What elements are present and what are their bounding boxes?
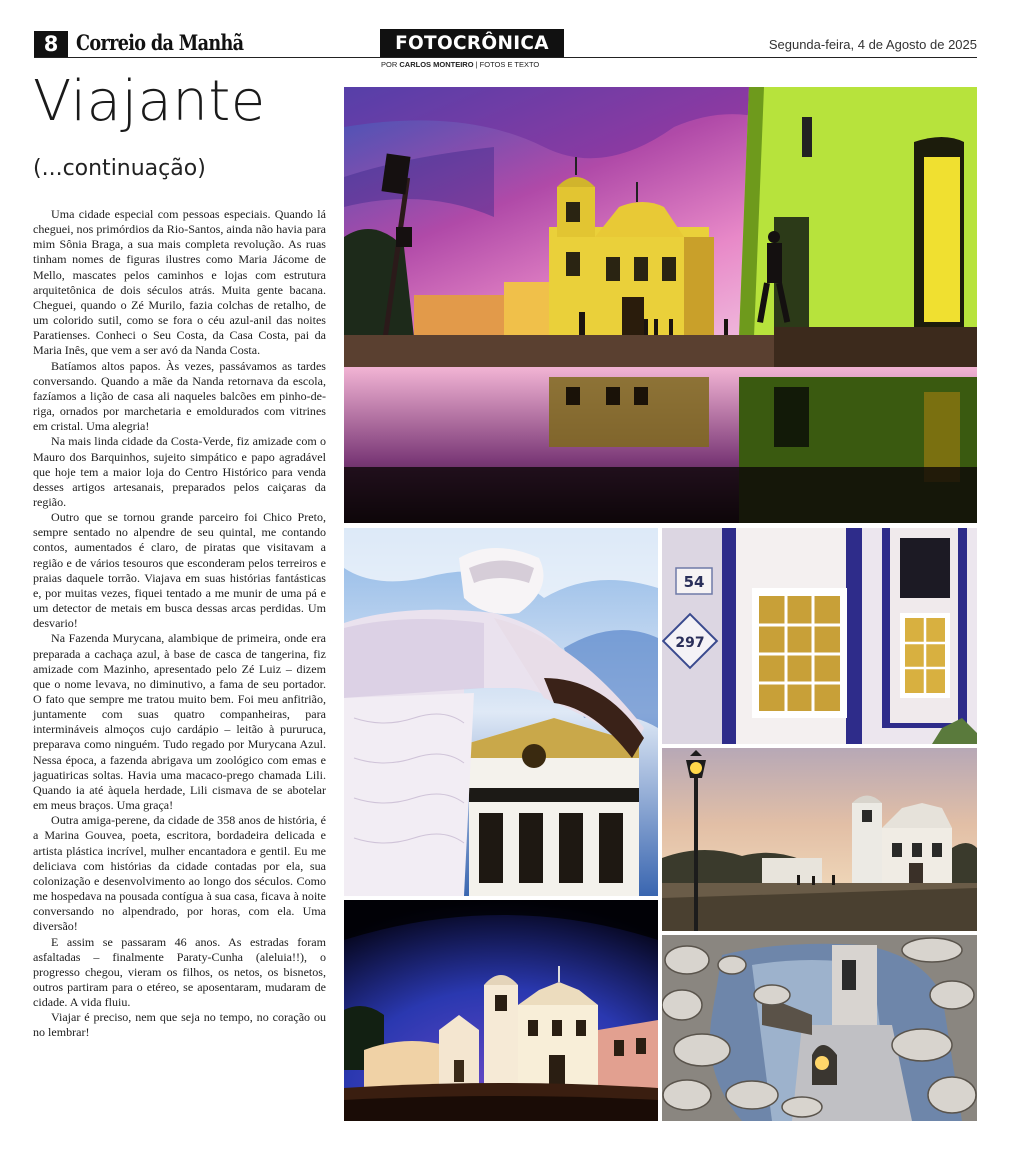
publication-date: Segunda-feira, 4 de Agosto de 2025 (768, 37, 977, 52)
paragraph: Outra amiga-perene, da cidade de 358 anos de história, é a Marina Gouvea, poeta, escritora, bordadeira delicada e artista plástica incrível, mulher encantadora e gentil. Eu me deliciava com histórias da cidade contadas por ela, sua colonização e desenvolvimento ao longo dos séculos. Como me hospedava na pousada contígua à sua casa, ficava à noite conversando no alpendrado, por horas, com ela. Uma diversão! (33, 813, 326, 934)
article-title: Viajante (33, 69, 266, 134)
photo-woman-lace-dress (344, 528, 658, 896)
paragraph: Na mais linda cidade da Costa-Verde, fiz amizade com o Mauro dos Barquinhos, sujeito simpático e papo agradável que hoje tem a maior loja do Centro Histórico para venda desses artigos artesanais, preparados pelos caiçaras da região. (33, 434, 326, 509)
section-title: FOTOCRÔNICA (380, 29, 564, 57)
paragraph: Viajar é preciso, nem que seja no tempo, no coração ou no lembrar! (33, 1010, 326, 1040)
paragraph: Outro que se tornou grande parceiro foi Chico Preto, sempre sentado no alpendre de seu quintal, me contando contos, aumentados é claro, de piratas que visitavam a região e de vários tesouros que esconderam pelos terreiros e praias daquele torrão. Viajava em suas histórias fantásticas e, por muitas vezes, fiquei tentado a me munir de uma pá e um detector de metais em busca dessas arcas perdidas. Um desvario! (33, 510, 326, 631)
paragraph: Na Fazenda Murycana, alambique de primeira, onde era preparada a cachaça azul, à base de casca de tangerina, fiz amizade com Mazinho, apresentado pelo Zé Luiz – dizem que o nome levava, no diminutivo, a fama de seu portador. O fato que sempre me tratou muito bem. Foi meu anfitrião, juntamente com suas quatro companheiras, para intermináveis almoços cujo cardápio – leitão à pururuca, preparava como ninguém. Tudo regado por Murycana Azul. Nessa época, a fazenda abrigava um zoológico com emas e jaguatiricas soltas. Havia uma macaco-prego chamada Lili. Quando ia até àquela herdade, Lili cismava de se abotelar em meus braços. Uma graça! (33, 631, 326, 813)
newspaper-masthead: Correio da Manhã (76, 30, 244, 55)
photo-church-sunset-lamp (662, 748, 977, 931)
byline (381, 60, 539, 69)
byline-por: POR (381, 60, 398, 69)
byline-author: CARLOS MONTEIRO (399, 60, 474, 69)
paragraph: Uma cidade especial com pessoas especiais. Quando lá cheguei, nos primórdios da Rio-Santos, ainda não havia para mim Sônia Braga, a sua mais completa revolução. As ruas tinham nomes de figuras ilustres como Maria Jácome de Mello, mascates pelos caminhos e lojas com estrutura arquitetônica de dois séculos atrás. Muita gente bacana. Cheguei, quando o Zé Murilo, fazia colchas de retalho, de um colorido sutil, como se fora o céu azul-anil das noites Paratienses. Conheci o Seu Costa, da Casa Costa, pai da Maria Inês, que vem a ser avó da Nanda Costa. (33, 207, 326, 358)
photo-puddle-cobblestones (662, 935, 977, 1121)
header-rule (34, 57, 977, 58)
paragraph: Batíamos altos papos. Às vezes, passávamos as tardes conversando. Quando a mãe da Nanda retornava da escola, fazíamos a lição de casa ali naqueles balcões em pinho-de-riga, ornados por marchetaria e emoldurados com vitrines em cristal. Uma alegria! (33, 358, 326, 434)
house-number-297: 297 (675, 635, 705, 651)
page-number: 8 (34, 31, 68, 57)
photo-colonial-windows (662, 528, 977, 744)
paragraph: E assim se passaram 46 anos. As estradas foram asfaltadas – finalmente Paraty-Cunha (aleluia!!), o progresso chegou, vieram os filhos, os netos, os bisnetos, outros partiram para o etéreo, se aposentaram, mudaram de cidade. A vida fluiu. (33, 934, 326, 1010)
house-number-54: 54 (683, 573, 705, 591)
article-body (33, 207, 326, 1041)
photo-church-night-fisheye (344, 900, 658, 1121)
article-subtitle: (...continuação) (33, 156, 206, 181)
byline-credit: | FOTOS E TEXTO (475, 60, 540, 69)
photo-church-reflection (344, 87, 977, 523)
